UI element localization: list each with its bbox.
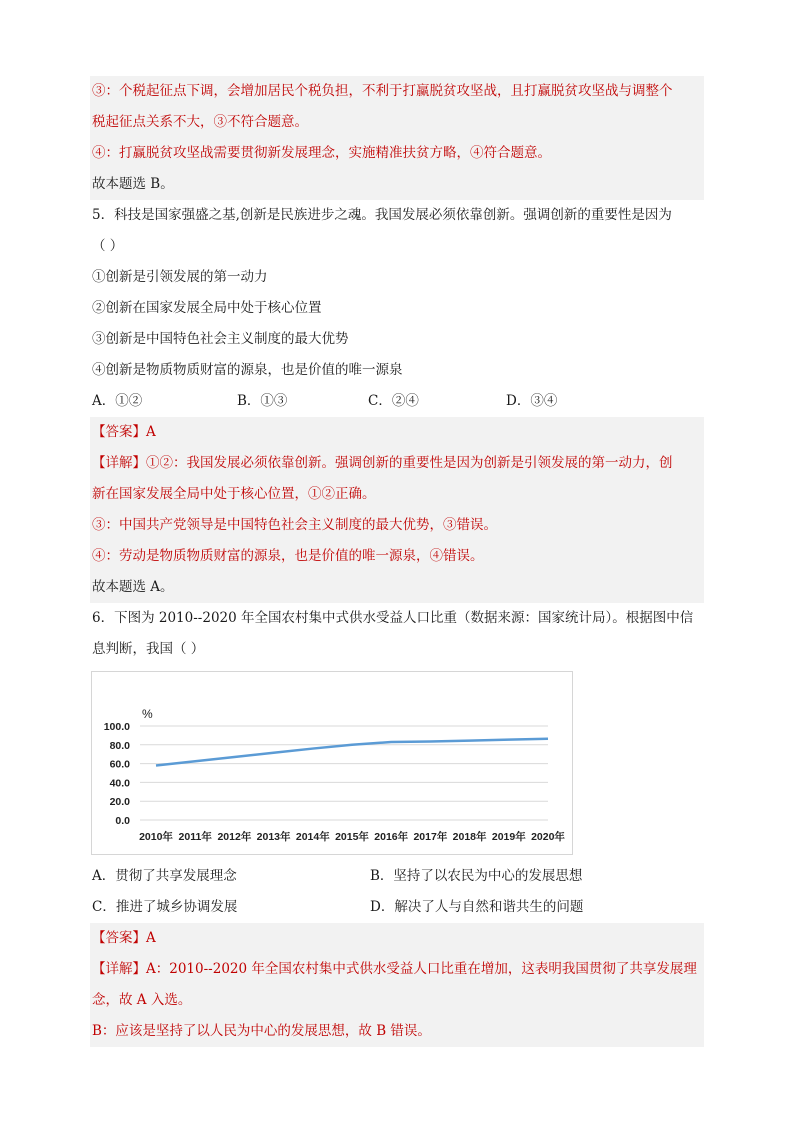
y-tick-label: 0.0 bbox=[115, 815, 130, 827]
explanation-line: ④：打赢脱贫攻坚战需要贯彻新发展理念，实施精准扶贫方略，④符合题意。 bbox=[90, 138, 704, 169]
q5-option-c: C．②④ bbox=[368, 393, 419, 409]
explanation-line: 税起征点关系不大，③不符合题意。 bbox=[90, 107, 704, 138]
x-tick-label: 2012年 bbox=[217, 831, 252, 843]
q6-answer: 【答案】A bbox=[90, 923, 704, 954]
q6-options-row-1 bbox=[90, 861, 704, 892]
q6-detail: 念，故 A 入选。 bbox=[90, 985, 704, 1016]
q5-item-2: ②创新在国家发展全局中处于核心位置 bbox=[92, 300, 322, 316]
q5-option-b: B．①③ bbox=[237, 393, 288, 409]
x-tick-label: 2018年 bbox=[452, 831, 487, 843]
y-tick-label: 60.0 bbox=[109, 758, 130, 771]
series-line bbox=[156, 739, 548, 766]
q6-stem: 6．下图为 2010--2020 年全国农村集中式供水受益人口比重（数据来源：国家统计局）。根据图中信 bbox=[92, 610, 694, 626]
q5-detail: ④：劳动是物质物质财富的源泉，也是价值的唯一源泉，④错误。 bbox=[90, 541, 704, 572]
x-tick-label: 2014年 bbox=[295, 831, 330, 843]
q5-option-d: D．③④ bbox=[506, 393, 558, 409]
y-tick-label: 20.0 bbox=[109, 796, 130, 809]
q6-option-b: B．坚持了以农民为中心的发展思想 bbox=[370, 868, 583, 884]
x-tick-label: 2015年 bbox=[335, 831, 369, 843]
x-tick-label: 2020年 bbox=[531, 831, 565, 843]
q5-conclusion: 故本题选 A。 bbox=[90, 572, 704, 603]
q5-stem-bracket: （ ） bbox=[92, 238, 124, 254]
q6-option-c: C．推进了城乡协调发展 bbox=[92, 899, 238, 915]
q6-detail: 【详解】A：2010--2020 年全国农村集中式供水受益人口比重在增加，这表明我国贯彻了共享发展理 bbox=[90, 954, 704, 985]
x-tick-label: 2010年 bbox=[139, 831, 173, 843]
q5-stem: 5．科技是国家强盛之基,创新是民族进步之魂。我国发展必须依靠创新。强调创新的重要性是因为 bbox=[92, 207, 672, 223]
y-tick-label: 100.0 bbox=[103, 721, 130, 733]
chart-svg bbox=[92, 672, 572, 854]
document-page bbox=[90, 76, 704, 1047]
x-tick-label: 2016年 bbox=[374, 831, 409, 843]
q5-item-1: ①创新是引领发展的第一动力 bbox=[92, 269, 268, 285]
q5-item-4: ④创新是物质物质财富的源泉，也是价值的唯一源泉 bbox=[92, 362, 403, 378]
x-tick-label: 2019年 bbox=[491, 831, 526, 843]
q6-option-a: A．贯彻了共享发展理念 bbox=[92, 868, 237, 884]
q5-item-3: ③创新是中国特色社会主义制度的最大优势 bbox=[92, 331, 349, 347]
y-tick-label: 80.0 bbox=[109, 739, 130, 752]
line-chart bbox=[91, 671, 573, 855]
q5-option-a: A．①② bbox=[92, 393, 143, 409]
y-axis-unit-label: % bbox=[142, 707, 153, 721]
q6-option-d: D．解决了人与自然和谐共生的问题 bbox=[370, 899, 584, 915]
q6-options-row-2 bbox=[90, 892, 704, 923]
q5-detail: ③：中国共产党领导是中国特色社会主义制度的最大优势，③错误。 bbox=[90, 510, 704, 541]
q5-detail: 【详解】①②：我国发展必须依靠创新。强调创新的重要性是因为创新是引领发展的第一动力，创 bbox=[90, 448, 704, 479]
x-tick-label: 2013年 bbox=[256, 831, 291, 843]
q5-options bbox=[90, 386, 704, 417]
y-tick-label: 40.0 bbox=[109, 777, 130, 790]
q5-answer: 【答案】A bbox=[90, 417, 704, 448]
q6-stem-cont: 息判断，我国（ ） bbox=[92, 641, 205, 657]
q6-detail: B：应该是坚持了以人民为中心的发展思想，故 B 错误。 bbox=[90, 1016, 704, 1047]
q5-detail: 新在国家发展全局中处于核心位置，①②正确。 bbox=[90, 479, 704, 510]
explanation-line: ③：个税起征点下调，会增加居民个税负担，不利于打赢脱贫攻坚战，且打赢脱贫攻坚战与调整个 bbox=[90, 76, 704, 107]
conclusion-line: 故本题选 B。 bbox=[90, 169, 704, 200]
x-tick-label: 2017年 bbox=[413, 831, 448, 843]
x-tick-label: 2011年 bbox=[178, 831, 212, 843]
